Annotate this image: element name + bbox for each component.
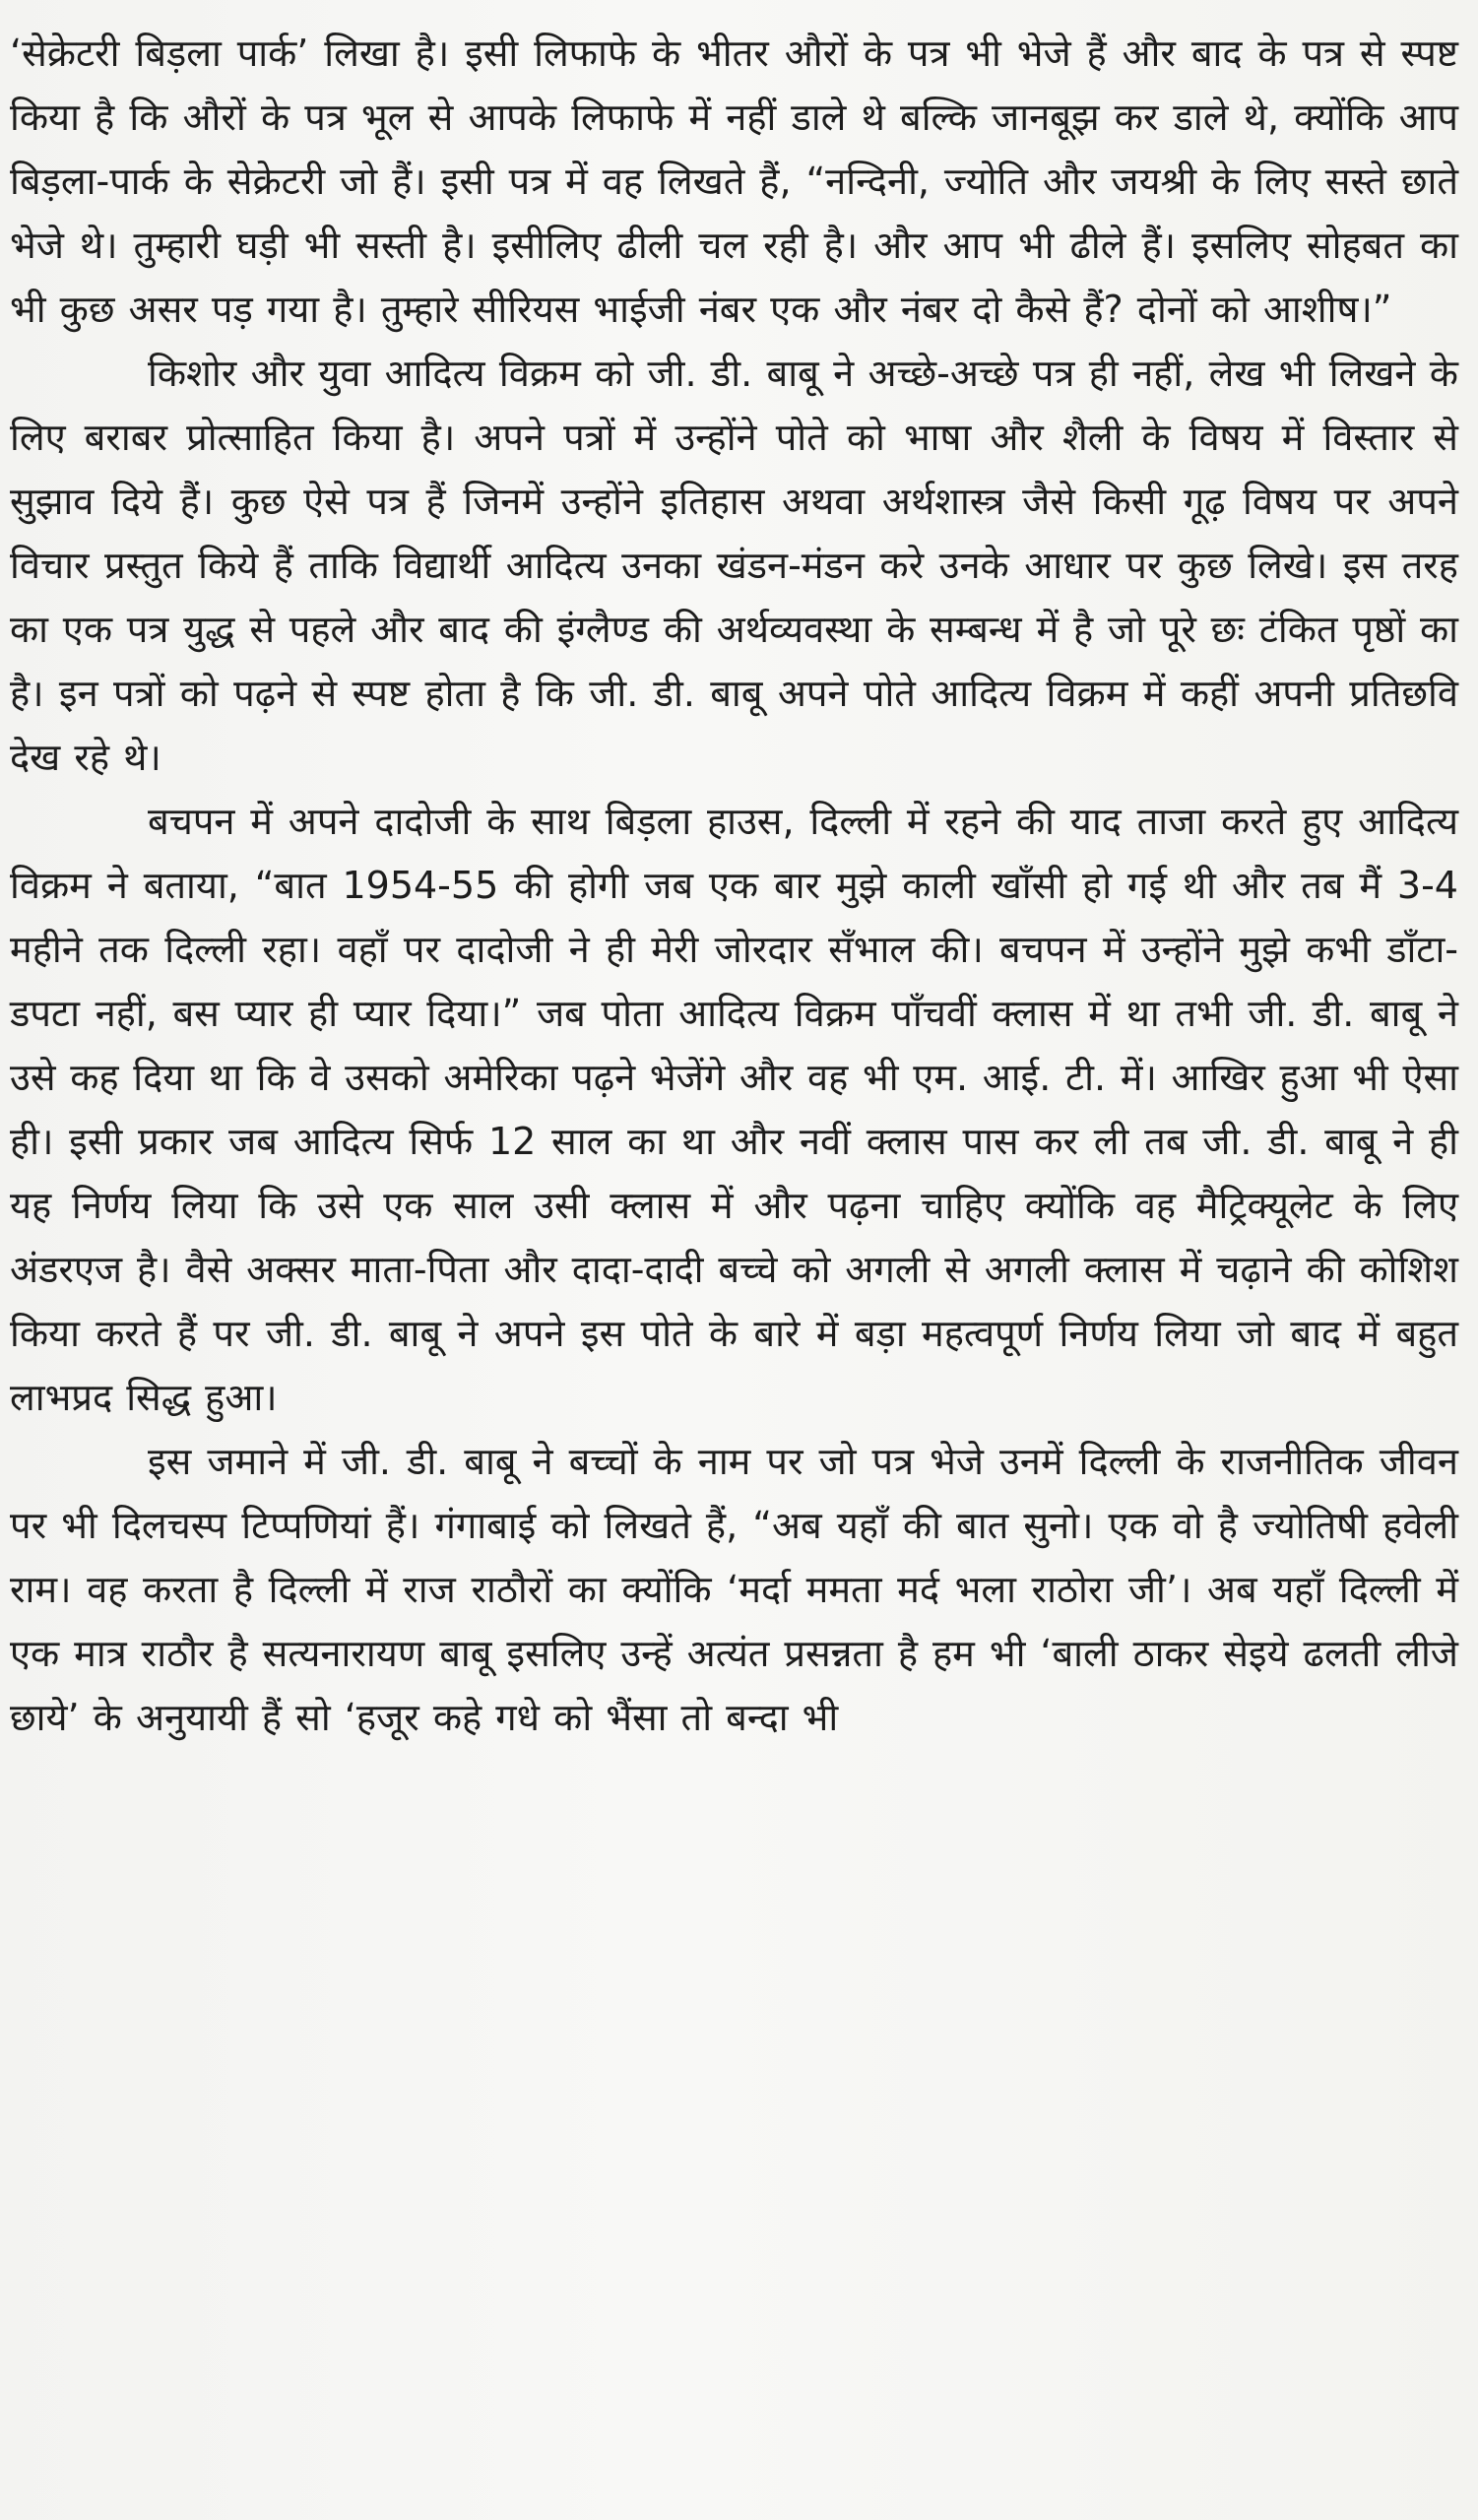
paragraph-2: किशोर और युवा आदित्य विक्रम को जी. डी. बाबू ने अच्छे-अच्छे पत्र ही नहीं, लेख भी लिखने के लिए बराबर प्रोत्साहित किया है। अपने पत्रों में उन्होंने पोते को भाषा और शैली के विषय में विस्तार से सुझाव दिये हैं। कुछ ऐसे पत्र हैं जिनमें उन्होंने इतिहास अथवा अर्थशास्त्र जैसे किसी गूढ़ विषय पर अपने विचार प्रस्तुत किये हैं ताकि विद्यार्थी आदित्य उनका खंडन-मंडन करे उनके आधार पर कुछ लिखे। इस तरह का एक पत्र युद्ध से पहले और बाद की इंग्लैण्ड की अर्थव्यवस्था के सम्बन्ध में है जो पूरे छः टंकित पृष्ठों का है। इन पत्रों को पढ़ने से स्पष्ट होता है कि जी. डी. बाबू अपने पोते आदित्य विक्रम में कहीं अपनी प्रतिछवि देख रहे थे। (10, 352, 1458, 779)
paragraph-3: बचपन में अपने दादोजी के साथ बिड़ला हाउस, दिल्ली में रहने की याद ताजा करते हुए आदित्य विक्रम ने बताया, “बात 1954-55 की होगी जब एक बार मुझे काली खाँसी हो गई थी और तब मैं 3-4 महीने तक दिल्ली रहा। वहाँ पर दादोजी ने ही मेरी जोरदार सँभाल की। बचपन में उन्होंने मुझे कभी डाँटा-डपटा नहीं, बस प्यार ही प्यार दिया।” जब पोता आदित्य विक्रम पाँचवीं क्लास में था तभी जी. डी. बाबू ने उसे कह दिया था कि वे उसको अमेरिका पढ़ने भेजेंगे और वह भी एम. आई. टी. में। आखिर हुआ भी ऐसा ही। इसी प्रकार जब आदित्य सिर्फ 12 साल का था और नवीं क्लास पास कर ली तब जी. डी. बाबू ने ही यह निर्णय लिया कि उसे एक साल उसी क्लास में और पढ़ना चाहिए क्योंकि वह मैट्रिक्यूलेट के लिए अंडरएज है। वैसे अक्सर माता-पिता और दादा-दादी बच्चे को अगली से अगली क्लास में चढ़ाने की कोशिश किया करते हैं पर जी. डी. बाबू ने अपने इस पोते के बारे में बड़ा महत्वपूर्ण निर्णय लिया जो बाद में बहुत लाभप्रद सिद्ध हुआ। (10, 800, 1458, 1419)
paragraph-4: इस जमाने में जी. डी. बाबू ने बच्चों के नाम पर जो पत्र भेजे उनमें दिल्ली के राजनीतिक जीवन पर भी दिलचस्प टिप्पणियां हैं। गंगाबाई को लिखते हैं, “अब यहाँ की बात सुनो। एक वो है ज्योतिषी हवेली राम। वह करता है दिल्ली में राज राठौरों का क्योंकि ‘मर्दा ममता मर्द भला राठोरा जी’। अब यहाँ दिल्ली में एक मात्र राठौर है सत्यनारायण बाबू इसलिए उन्हें अत्यंत प्रसन्नता है हम भी ‘बाली ठाकर सेइये ढलती लीजे छाये’ के अनुयायी हैं सो ‘हजूर कहे गधे को भैंसा तो बन्दा भी (10, 1440, 1458, 1739)
paragraph-1: ‘सेक्रेटरी बिड़ला पार्क’ लिखा है। इसी लिफाफे के भीतर औरों के पत्र भी भेजे हैं और बाद के पत्र से स्पष्ट किया है कि औरों के पत्र भूल से आपके लिफाफे में नहीं डाले थे बल्कि जानबूझ कर डाले थे, क्योंकि आप बिड़ला-पार्क के सेक्रेटरी जो हैं। इसी पत्र में वह लिखते हैं, “नन्दिनी, ज्योति और जयश्री के लिए सस्ते छाते भेजे थे। तुम्हारी घड़ी भी सस्ती है। इसीलिए ढीली चल रही है। और आप भी ढीले हैं। इसलिए सोहबत का भी कुछ असर पड़ गया है। तुम्हारे सीरियस भाईजी नंबर एक और नंबर दो कैसे हैं? दोनों को आशीष।” (10, 32, 1458, 331)
